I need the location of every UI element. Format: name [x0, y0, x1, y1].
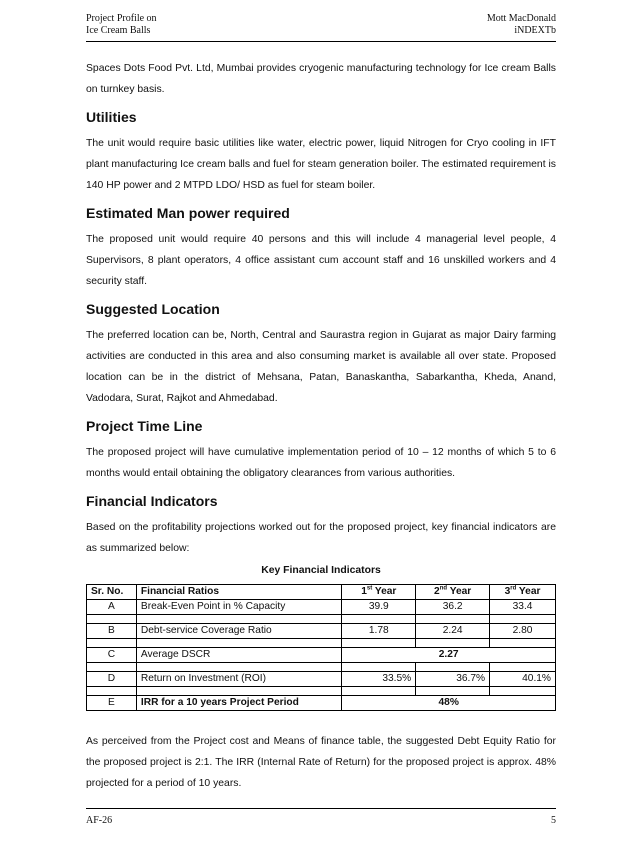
table-row	[87, 648, 556, 663]
row-label: Debt-service Coverage Ratio	[136, 624, 341, 639]
row-label: Average DSCR	[136, 648, 341, 663]
intro-paragraph: Spaces Dots Food Pvt. Ltd, Mumbai provides cryogenic manufacturing technology for Ice cream Balls on turnkey basis.	[86, 63, 556, 95]
header-divider	[86, 41, 556, 42]
page-footer	[86, 815, 556, 826]
footer-doc-code: AF-26	[86, 815, 113, 826]
header-financial-ratios: Financial Ratios	[136, 585, 341, 600]
row-year-1: 1.78	[342, 624, 416, 639]
financial-heading: Financial Indicators	[86, 493, 218, 509]
header-year-2: 2nd Year	[416, 585, 490, 600]
location-heading: Suggested Location	[86, 301, 220, 317]
financial-indicators-table	[86, 584, 556, 711]
row-year-3: 33.4	[490, 600, 556, 615]
table-row	[87, 672, 556, 687]
header-doc-type: Project Profile on	[86, 13, 157, 24]
row-year-3: 40.1%	[490, 672, 556, 687]
header-year-1: 1st Year	[342, 585, 416, 600]
header-doc-subject: Ice Cream Balls	[86, 25, 151, 36]
row-year-1: 39.9	[342, 600, 416, 615]
row-sr: D	[87, 672, 137, 687]
header-sr-no: Sr. No.	[87, 585, 137, 600]
utilities-heading: Utilities	[86, 109, 137, 125]
row-sr: B	[87, 624, 137, 639]
header-left	[86, 13, 157, 37]
utilities-paragraph: The unit would require basic utilities like water, electric power, liquid Nitrogen for Cryo cooling in IFT plant manufacturing Ice cream balls and fuel for steam generation boiler. The estimated requirement is 140 HP power and 2 MTPD LDO/ HSD as fuel for steam boiler.	[86, 138, 556, 191]
table-spacer-row	[87, 639, 556, 648]
row-year-3: 2.80	[490, 624, 556, 639]
header-year-3: 3rd Year	[490, 585, 556, 600]
header-company: Mott MacDonald	[486, 13, 556, 24]
manpower-heading: Estimated Man power required	[86, 205, 290, 221]
timeline-heading: Project Time Line	[86, 418, 203, 434]
header-org: iNDEXTb	[514, 25, 556, 36]
table-header-row	[87, 585, 556, 600]
timeline-paragraph: The proposed project will have cumulative implementation period of 10 – 12 months of which 5 to 6 months would entail obtaining the obligatory clearances from various authorities.	[86, 447, 556, 479]
row-merged-value: 2.27	[342, 648, 556, 663]
table-spacer-row	[87, 663, 556, 672]
table-spacer-row	[87, 615, 556, 624]
footer-divider	[86, 808, 556, 809]
row-year-1: 33.5%	[342, 672, 416, 687]
page-content	[86, 58, 556, 794]
row-year-2: 36.2	[416, 600, 490, 615]
row-year-2: 2.24	[416, 624, 490, 639]
table-row	[87, 696, 556, 711]
row-label: Break-Even Point in % Capacity	[136, 600, 341, 615]
row-sr: C	[87, 648, 137, 663]
row-label: IRR for a 10 years Project Period	[136, 696, 341, 711]
row-sr: A	[87, 600, 137, 615]
header-right	[487, 13, 556, 37]
page-number: 5	[551, 815, 556, 826]
row-year-2: 36.7%	[416, 672, 490, 687]
table-title: Key Financial Indicators	[261, 565, 381, 576]
location-paragraph: The preferred location can be, North, Central and Saurastra region in Gujarat as major Dairy farming activities are conducted in this area and also consuming market is available all over state. Proposed location can be in the district of Mehsana, Patan, Banaskantha, Sabarkantha, Kheda, Anand, Vadodara, Surat, Rajkot and Ahmedabad.	[86, 330, 556, 404]
manpower-paragraph: The proposed unit would require 40 persons and this will include 4 managerial level people, 4 Supervisors, 8 plant operators, 4 office assistant cum account staff and 16 unskilled workers and 4 security staff.	[86, 234, 556, 287]
closing-paragraph: As perceived from the Project cost and Means of finance table, the suggested Debt Equity Ratio for the proposed project is 2:1. The IRR (Internal Rate of Return) for the proposed project is approx. 48% projected for a period of 10 years.	[86, 736, 556, 789]
row-label: Return on Investment (ROI)	[136, 672, 341, 687]
row-merged-value: 48%	[342, 696, 556, 711]
row-sr: E	[87, 696, 137, 711]
table-row	[87, 600, 556, 615]
table-row	[87, 624, 556, 639]
table-spacer-row	[87, 687, 556, 696]
financial-paragraph: Based on the profitability projections worked out for the proposed project, key financial indicators are as summarized below:	[86, 522, 556, 554]
